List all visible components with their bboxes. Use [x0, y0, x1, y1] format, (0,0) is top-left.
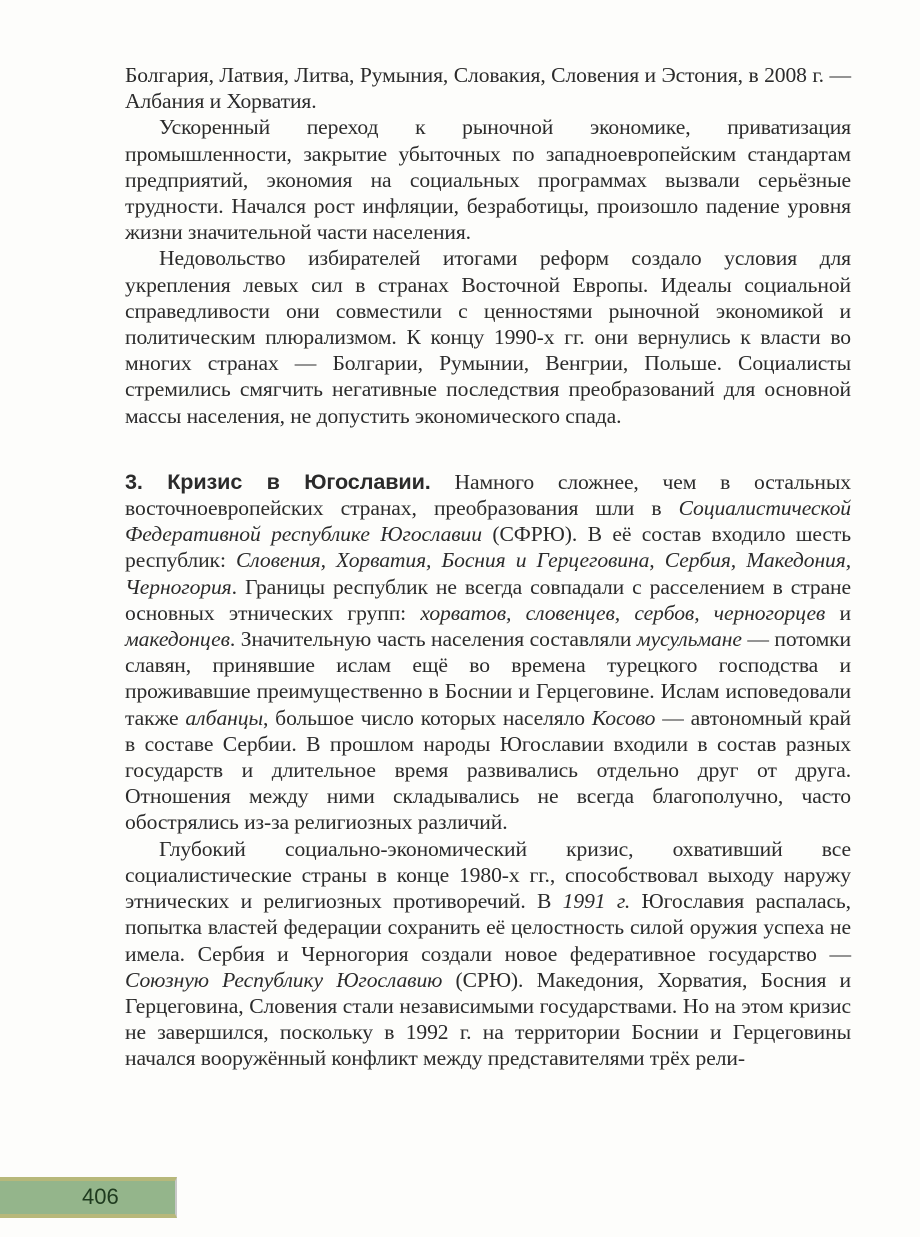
italic-term: мусульмане	[636, 627, 742, 652]
text-segment: Глубокий социально-экономический кризис, охвативший все социалистические страны в конце 1980-х гг., способствовал выходу наружу этнических и религиозных противоречий. В	[125, 836, 851, 914]
text-segment: Недовольство избирателей итогами реформ создало условия для укрепления левых сил в странах Восточной Европы. Идеалы социальной справедливости они совместили с ценностями рыночной экономикой и политическим плюрализмом. К концу 1990-х гг. они вернулись к власти во многих странах — Болгарии, Румынии, Венгрии, Польше. Социалисты стремились смягчить негативные последствия преобразований для основной массы населения, не допустить экономического спада.	[125, 246, 851, 428]
text-segment: Болгария, Латвия, Литва, Румыния, Словакия, Словения и Эстония, в 2008 г. — Албания и Хорватия.	[125, 63, 851, 114]
paragraph-left-forces	[125, 245, 851, 428]
text-segment: Югославия распалась, попытка властей федерации сохранить её целостность силой оружия успеха не имела. Сербия и Черногория создали новое федеративное государство —	[125, 889, 851, 966]
text-segment: . Значительную часть населения составляли	[229, 627, 637, 652]
text-segment: , большое число которых населяло	[262, 705, 592, 730]
text-segment: — потомки славян, принявшие ислам ещё во времена турецкого господства и проживавшие преимущественно в Боснии и Герцеговине. Ислам исповедовали также	[125, 627, 851, 730]
text-segment: (СРЮ). Македония, Хорватия, Босния и Герцеговина, Словения стали независимыми государствами. Но на этом кризис не завершился, поскольку в 1992 г. на территории Боснии и Герцеговины начался вооружённый конфликт между представителями трёх рели-	[125, 967, 851, 1071]
paragraph-market-transition	[125, 114, 851, 245]
italic-term: македонцев	[125, 627, 230, 652]
italic-term: Социалистической Федеративной республике Югославии	[125, 496, 851, 547]
page-text	[125, 62, 851, 1072]
section-heading: 3. Кризис в Югославии.	[125, 468, 431, 494]
italic-term: албанцы	[185, 705, 263, 730]
italic-term: Словения, Хорватия, Босния и Герцеговина, Сербия, Македония, Черногория	[125, 548, 851, 599]
italic-term: хорватов, словенцев, сербов, черногорцев	[420, 600, 826, 625]
text-segment: Намного сложнее, чем в остальных восточноевропейских странах, преобразования шли в	[125, 469, 851, 521]
paragraph-yugoslavia-breakup	[125, 836, 851, 1072]
italic-term: Косово	[591, 705, 656, 730]
page-number: 406	[82, 1184, 119, 1209]
text-segment: . Границы республик не всегда совпадали с расселением в стране основных этнических групп:	[125, 574, 851, 625]
italic-term: 1991 г.	[562, 889, 631, 914]
text-segment: и	[825, 600, 851, 625]
text-segment: (СФРЮ). В её состав входило шесть республик:	[125, 522, 851, 573]
paragraph-yugoslavia-crisis	[125, 469, 851, 836]
text-segment: Ускоренный переход к рыночной экономике, приватизация промышленности, закрытие убыточных по западноевропейским стандартам предприятий, экономия на социальных программах вызвали серьёзные трудности. Начался рост инфляции, безработицы, произошло падение уровня жизни значительной части населения.	[125, 115, 851, 245]
italic-term: Союзную Республику Югославию	[125, 967, 443, 992]
text-segment: — автономный край в составе Сербии. В прошлом народы Югославии входили в состав разных государств и длительное время развивались отдельно друг от друга. Отношения между ними складывались не всегда благополучно, часто обострялись из-за религиозных различий.	[125, 705, 851, 835]
paragraph-continuation	[125, 62, 851, 114]
